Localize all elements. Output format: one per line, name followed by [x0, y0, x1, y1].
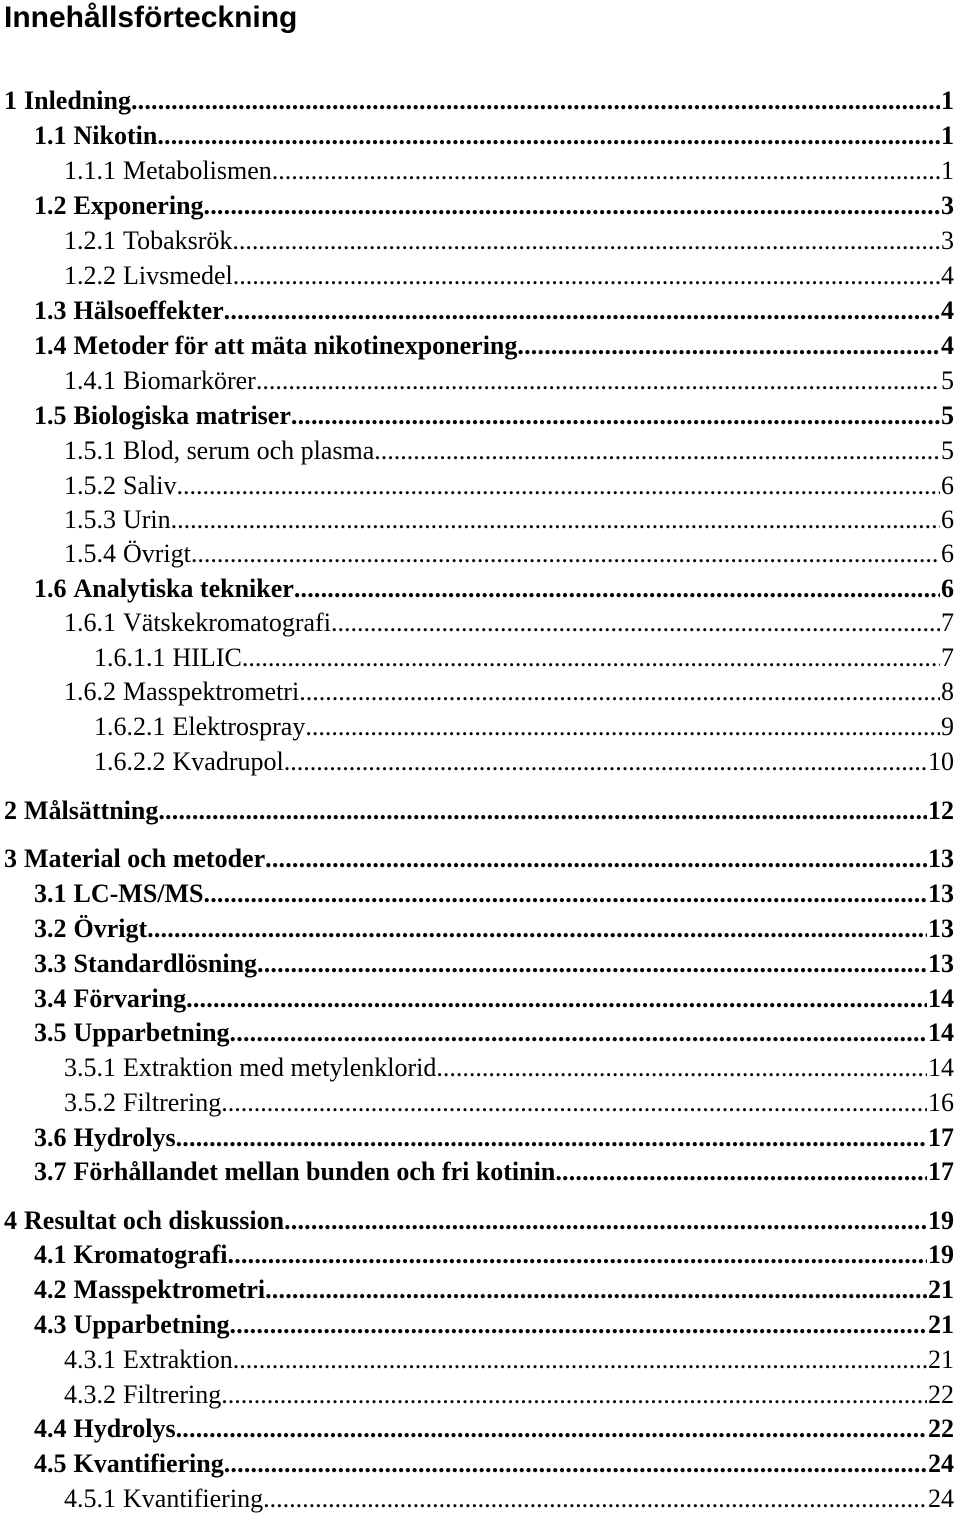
toc-entry-label: Biomarkörer [123, 366, 256, 395]
toc-entry-number: 1.5 [34, 401, 67, 430]
toc-entry[interactable] [34, 949, 954, 979]
toc-entry-page-number: 21 [928, 1345, 954, 1374]
toc-entry-number: 1.1.1 [64, 156, 116, 185]
toc-entry-number: 1.5.3 [64, 505, 116, 534]
toc-entry-label: Övrigt [123, 539, 191, 568]
dot-leader [374, 436, 940, 466]
toc-entry[interactable] [34, 1240, 954, 1270]
dot-leader [517, 331, 940, 361]
toc-entry-label: Metoder för att mäta nikotinexponering [73, 331, 518, 360]
toc-entry-label: Förhållandet mellan bunden och fri kotinin [73, 1157, 556, 1186]
toc-entry-page-number: 1 [941, 121, 954, 150]
toc-entry-number: 3.5.2 [64, 1088, 116, 1117]
toc-entry-label: Kvantifiering [73, 1449, 224, 1478]
toc-entry[interactable] [64, 436, 954, 466]
toc-entry-page-number: 12 [928, 796, 954, 825]
dot-leader [230, 1310, 927, 1340]
toc-entry-page-number: 1 [941, 86, 954, 115]
toc-entry-label: Metabolismen [123, 156, 272, 185]
toc-entry[interactable] [64, 505, 954, 535]
dot-leader [204, 191, 940, 221]
dot-leader [204, 879, 928, 909]
toc-entry[interactable] [4, 1206, 954, 1236]
dot-leader [291, 401, 940, 431]
toc-entry-number: 4.5.1 [64, 1484, 116, 1513]
toc-entry-label: Hydrolys [73, 1123, 176, 1152]
toc-entry-number: 4.3.1 [64, 1345, 116, 1374]
toc-entry[interactable] [34, 1449, 954, 1479]
toc-entry-page-number: 13 [928, 879, 954, 908]
dot-leader [284, 747, 927, 777]
toc-entry-label: Filtrering [123, 1088, 222, 1117]
toc-entry[interactable] [34, 914, 954, 944]
toc-entry[interactable] [4, 844, 954, 874]
toc-entry-label: Tobaksrök [123, 226, 233, 255]
toc-entry-label: HILIC [172, 643, 242, 672]
dot-leader [191, 539, 940, 569]
toc-entry[interactable] [64, 366, 954, 396]
toc-entry-label: Vätskekromatografi [123, 608, 331, 637]
toc-entry[interactable] [34, 401, 954, 431]
toc-entry[interactable] [34, 191, 954, 221]
toc-entry-label: Masspektrometri [123, 677, 300, 706]
toc-entry-label: Elektrospray [172, 712, 306, 741]
dot-leader [233, 1345, 927, 1375]
toc-entry-page-number: 19 [928, 1240, 954, 1269]
toc-entry-page-number: 13 [928, 914, 954, 943]
toc-entry-page-number: 4 [941, 296, 954, 325]
toc-entry-label: Kvadrupol [172, 747, 284, 776]
toc-entry[interactable] [34, 574, 954, 604]
dot-leader [305, 712, 940, 742]
toc-entry-number: 3.2 [34, 914, 67, 943]
toc-entry-page-number: 3 [941, 226, 954, 255]
toc-entry-label: Saliv [123, 471, 177, 500]
toc-entry-page-number: 6 [941, 539, 954, 568]
toc-entry[interactable] [34, 1275, 954, 1305]
toc-entry-number: 3.6 [34, 1123, 67, 1152]
dot-leader [436, 1053, 927, 1083]
toc-entry-number: 1.1 [34, 121, 67, 150]
dot-leader [176, 1123, 927, 1153]
dot-leader [230, 1018, 927, 1048]
dot-leader [176, 471, 940, 501]
dot-leader [176, 1414, 927, 1444]
dot-leader [256, 366, 940, 396]
toc-entry-number: 1.6.2 [64, 677, 116, 706]
toc-entry-number: 1.5.1 [64, 436, 116, 465]
dot-leader [232, 226, 940, 256]
toc-entry-page-number: 10 [928, 747, 954, 776]
toc-entry[interactable] [34, 1414, 954, 1444]
toc-entry-label: Livsmedel [123, 261, 233, 290]
toc-entry-number: 1 [4, 86, 17, 115]
toc-entry-number: 4.2 [34, 1275, 67, 1304]
toc-entry-number: 1.4.1 [64, 366, 116, 395]
toc-entry[interactable] [64, 471, 954, 501]
toc-entry-number: 4.5 [34, 1449, 67, 1478]
toc-entry-label: Kvantifiering [123, 1484, 264, 1513]
dot-leader [171, 505, 940, 535]
toc-entry-page-number: 5 [941, 401, 954, 430]
dot-leader [299, 677, 940, 707]
toc-entry-label: Inledning [24, 86, 131, 115]
toc-entry[interactable] [64, 1484, 954, 1514]
dot-leader [265, 844, 927, 874]
toc-entry-page-number: 14 [928, 984, 954, 1013]
toc-entry-number: 1.2.1 [64, 226, 116, 255]
toc-entry-page-number: 17 [928, 1157, 954, 1186]
toc-entry[interactable] [94, 747, 954, 777]
dot-leader [284, 1206, 927, 1236]
toc-entry-number: 3.1 [34, 879, 67, 908]
toc-entry-page-number: 24 [928, 1449, 954, 1478]
toc-entry[interactable] [34, 121, 954, 151]
toc-entry[interactable] [64, 1088, 954, 1118]
toc-entry-label: Hydrolys [73, 1414, 176, 1443]
dot-leader [228, 1240, 927, 1270]
toc-entry-label: Blod, serum och plasma [123, 436, 375, 465]
toc-entry-label: Förvaring [73, 984, 187, 1013]
dot-leader [272, 156, 940, 186]
toc-entry[interactable] [34, 984, 954, 1014]
toc-entry[interactable] [64, 1380, 954, 1410]
toc-entry-page-number: 14 [928, 1018, 954, 1047]
toc-entry-number: 1.6 [34, 574, 67, 603]
toc-entry[interactable] [64, 226, 954, 256]
toc-entry-number: 3.3 [34, 949, 67, 978]
toc-entry-number: 1.5.4 [64, 539, 116, 568]
toc-entry-label: Material och metoder [24, 844, 266, 873]
toc-entry-number: 4 [4, 1206, 17, 1235]
dot-leader [294, 574, 940, 604]
toc-entry-page-number: 19 [928, 1206, 954, 1235]
toc-entry-label: Extraktion [123, 1345, 233, 1374]
toc-entry-number: 4.3.2 [64, 1380, 116, 1409]
dot-leader [224, 1449, 927, 1479]
toc-entry-page-number: 5 [941, 366, 954, 395]
dot-leader [257, 949, 927, 979]
toc-entry-number: 1.2.2 [64, 261, 116, 290]
toc-entry-label: Övrigt [73, 914, 148, 943]
toc-entry-label: Extraktion med metylenklorid [123, 1053, 437, 1082]
toc-entry-label: LC-MS/MS [73, 879, 204, 908]
toc-entry-number: 1.4 [34, 331, 67, 360]
toc-entry-number: 4.1 [34, 1240, 67, 1269]
toc-entry-label: Upparbetning [73, 1310, 230, 1339]
toc-entry-page-number: 3 [941, 191, 954, 220]
toc-entry-number: 1.5.2 [64, 471, 116, 500]
toc-entry-label: Standardlösning [73, 949, 258, 978]
toc-entry-page-number: 6 [941, 574, 954, 603]
toc-entry-page-number: 21 [928, 1275, 954, 1304]
toc-entry[interactable] [34, 1018, 954, 1048]
dot-leader [233, 261, 940, 291]
toc-entry-page-number: 6 [941, 505, 954, 534]
toc-entry[interactable] [64, 677, 954, 707]
toc-entry[interactable] [94, 643, 954, 673]
toc-entry-label: Hälsoeffekter [73, 296, 224, 325]
toc-entry-number: 3 [4, 844, 17, 873]
dot-leader [224, 296, 940, 326]
dot-leader [331, 608, 940, 638]
toc-entry[interactable] [34, 1157, 954, 1187]
toc-entry[interactable] [64, 261, 954, 291]
toc-entry[interactable] [4, 86, 954, 116]
dot-leader [242, 643, 940, 673]
toc-entry-page-number: 1 [941, 156, 954, 185]
dot-leader [147, 914, 927, 944]
toc-entry[interactable] [4, 796, 954, 826]
dot-leader [555, 1157, 927, 1187]
toc-entry-page-number: 13 [928, 844, 954, 873]
toc-entry[interactable] [34, 296, 954, 326]
toc-entry-label: Filtrering [123, 1380, 222, 1409]
toc-entry-number: 4.4 [34, 1414, 67, 1443]
toc-entry-page-number: 17 [928, 1123, 954, 1152]
toc-entry-page-number: 6 [941, 471, 954, 500]
toc-entry-number: 3.7 [34, 1157, 67, 1186]
toc-entry-page-number: 13 [928, 949, 954, 978]
toc-entry[interactable] [34, 879, 954, 909]
toc-entry-number: 3.5 [34, 1018, 67, 1047]
dot-leader [186, 984, 927, 1014]
toc-entry-number: 1.6.1.1 [94, 643, 166, 672]
toc-entry-label: Resultat och diskussion [24, 1206, 285, 1235]
toc-entry[interactable] [64, 539, 954, 569]
toc-entry[interactable] [34, 1123, 954, 1153]
toc-entry-page-number: 22 [928, 1414, 954, 1443]
toc-entry[interactable] [64, 1053, 954, 1083]
toc-entry-label: Masspektrometri [73, 1275, 266, 1304]
toc-entry-label: Exponering [73, 191, 204, 220]
toc-entry-number: 3.5.1 [64, 1053, 116, 1082]
toc-entry-number: 2 [4, 796, 17, 825]
toc-entry[interactable] [64, 1345, 954, 1375]
dot-leader [131, 86, 940, 116]
toc-entry-page-number: 24 [928, 1484, 954, 1513]
toc-entry-label: Upparbetning [73, 1018, 230, 1047]
toc-entry-page-number: 4 [941, 331, 954, 360]
toc-entry-label: Målsättning [24, 796, 159, 825]
toc-entry-number: 1.3 [34, 296, 67, 325]
toc-entry[interactable] [64, 156, 954, 186]
toc-entry-page-number: 16 [928, 1088, 954, 1117]
dot-leader [157, 121, 940, 151]
toc-entry-number: 1.6.2.2 [94, 747, 166, 776]
toc-entry-page-number: 7 [941, 608, 954, 637]
toc-entry[interactable] [64, 608, 954, 638]
toc-entry-page-number: 21 [928, 1310, 954, 1339]
toc-entry[interactable] [34, 1310, 954, 1340]
dot-leader [263, 1484, 927, 1514]
toc-entry-number: 1.2 [34, 191, 67, 220]
toc-entry-label: Kromatografi [73, 1240, 228, 1269]
toc-entry-label: Analytiska tekniker [73, 574, 294, 603]
toc-entry-page-number: 7 [941, 643, 954, 672]
dot-leader [221, 1088, 927, 1118]
toc-entry-number: 4.3 [34, 1310, 67, 1339]
toc-entry-page-number: 4 [941, 261, 954, 290]
toc-entry-number: 1.6.2.1 [94, 712, 166, 741]
toc-entry[interactable] [94, 712, 954, 742]
toc-entry-page-number: 22 [928, 1380, 954, 1409]
toc-entry-number: 1.6.1 [64, 608, 116, 637]
toc-entry-label: Biologiska matriser [73, 401, 291, 430]
toc-entry-number: 3.4 [34, 984, 67, 1013]
toc-entry-label: Nikotin [73, 121, 158, 150]
toc-entry-page-number: 8 [941, 677, 954, 706]
toc-entry-page-number: 5 [941, 436, 954, 465]
page-title: Innehållsförteckning [4, 1, 298, 34]
dot-leader [265, 1275, 927, 1305]
toc-entry-page-number: 14 [928, 1053, 954, 1082]
dot-leader [221, 1380, 927, 1410]
toc-entry-label: Urin [123, 505, 171, 534]
toc-entry-page-number: 9 [941, 712, 954, 741]
toc-entry[interactable] [34, 331, 954, 361]
dot-leader [158, 796, 927, 826]
